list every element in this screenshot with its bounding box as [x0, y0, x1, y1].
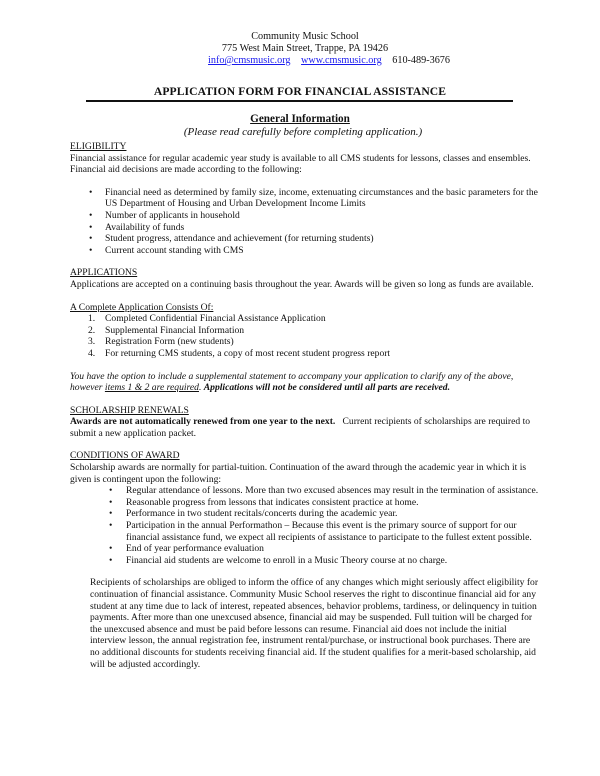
conditions-closing: Recipients of scholarships are obliged to inform the office of any changes which might seriously affect eligibility for continuation of financial assistance. Community Music School reserves the right to discontinue financial aid for any student at any time due to lack of interest, repeated absences, behavior problems, tardiness, or delinquency in tuition payments. After more than one unexcused absence, financial aid may be suspended. Full tuition will be charged for the unexcused absence and must be paid before lessons can resume. Financial aid does not include the initial interview lesson, the annual registration fee, instrument rental/purchase, or instructional book purchases. There are no additional discounts for students receiving financial aid. If the student qualifies for a merit-based scholarship, aid will be adjusted accordingly.	[90, 577, 539, 670]
supplemental-statement-note: You have the option to include a supplemental statement to accompany your application to clarify any of the above, however items 1 & 2 are required. Applications will not be considered until all parts are received.	[70, 370, 514, 394]
conditions-section	[70, 450, 540, 670]
email-link[interactable]: info@cmsmusic.org	[208, 55, 291, 66]
conditions-intro: Scholarship awards are normally for partial-tuition. Continuation of the award through the academic year in which it is given is contingent upon the following:	[70, 462, 527, 485]
list-item: • Financial need as determined by family size, income, extenuating circumstances and the basic parameters for the US Department of Housing and Urban Development Income Limits	[70, 187, 540, 210]
applications-heading: APPLICATIONS	[70, 267, 138, 279]
list-item: • Reasonable progress from lessons that indicates consistent practice at home.	[70, 497, 540, 509]
title-rule	[86, 100, 513, 102]
phone-number: 610-489-3676	[392, 55, 450, 66]
renewals-section	[70, 405, 540, 440]
renewals-heading: SCHOLARSHIP RENEWALS	[70, 404, 189, 416]
read-carefully-note: (Please read carefully before completing application.)	[183, 126, 423, 138]
eligibility-intro: Financial assistance for regular academic year study is available to all CMS students for lessons, classes and ensembles. Financial aid decisions are made according to the following:	[70, 152, 531, 176]
list-item: 2. Supplemental Financial Information	[88, 324, 245, 336]
org-name: Community Music School	[251, 31, 359, 42]
list-item: • Current account standing with CMS	[70, 245, 540, 257]
list-item: 4. For returning CMS students, a copy of most recent student progress report	[88, 347, 391, 359]
application-parts-list	[70, 313, 540, 359]
general-info-heading: General Information	[250, 113, 350, 125]
org-address: 775 West Main Street, Trappe, PA 19426	[221, 43, 389, 54]
all-parts-warning: Applications will not be considered until all parts are received.	[203, 382, 451, 394]
applications-text: Applications are accepted on a continuing basis throughout the year. Awards will be given so long as funds are available.	[70, 278, 534, 290]
list-item: • Regular attendance of lessons. More than two excused absences may result in the termination of assistance.	[70, 485, 540, 497]
list-item: • Performance in two student recitals/concerts during the academic year.	[70, 508, 540, 520]
eligibility-section	[70, 141, 540, 256]
list-item: • Availability of funds	[70, 222, 540, 234]
eligibility-heading: ELIGIBILITY	[70, 141, 127, 152]
list-item: • End of year performance evaluation	[70, 543, 540, 555]
list-item: 3. Registration Form (new students)	[88, 336, 234, 348]
conditions-list	[70, 485, 540, 566]
list-item: • Participation in the annual Performathon – Because this event is the primary source of support for our financial assistance fund, we expect all recipients of assistance to participate to the fullest extent possible.	[70, 520, 540, 543]
conditions-heading: CONDITIONS OF AWARD	[70, 450, 180, 462]
complete-application-heading: A Complete Application Consists Of:	[70, 301, 214, 313]
eligibility-list	[70, 187, 540, 257]
required-items: items 1 & 2 are required	[104, 382, 199, 394]
list-item: • Number of applicants in household	[70, 210, 540, 222]
applications-section	[70, 267, 540, 393]
list-item: • Student progress, attendance and achievement (for returning students)	[70, 233, 540, 245]
document-body	[70, 141, 540, 670]
form-title: APPLICATION FORM FOR FINANCIAL ASSISTANCE	[153, 85, 447, 98]
list-item: 1. Completed Confidential Financial Assistance Application	[88, 313, 326, 325]
list-item: • Financial aid students are welcome to enroll in a Music Theory course at no charge.	[70, 555, 540, 567]
website-link[interactable]: www.cmsmusic.org	[301, 55, 382, 66]
renewals-text: Awards are not automatically renewed from one year to the next. Current recipients of scholarships are required to submit a new application packet.	[70, 416, 533, 439]
contact-line	[0, 55, 600, 67]
letterhead	[0, 31, 600, 67]
